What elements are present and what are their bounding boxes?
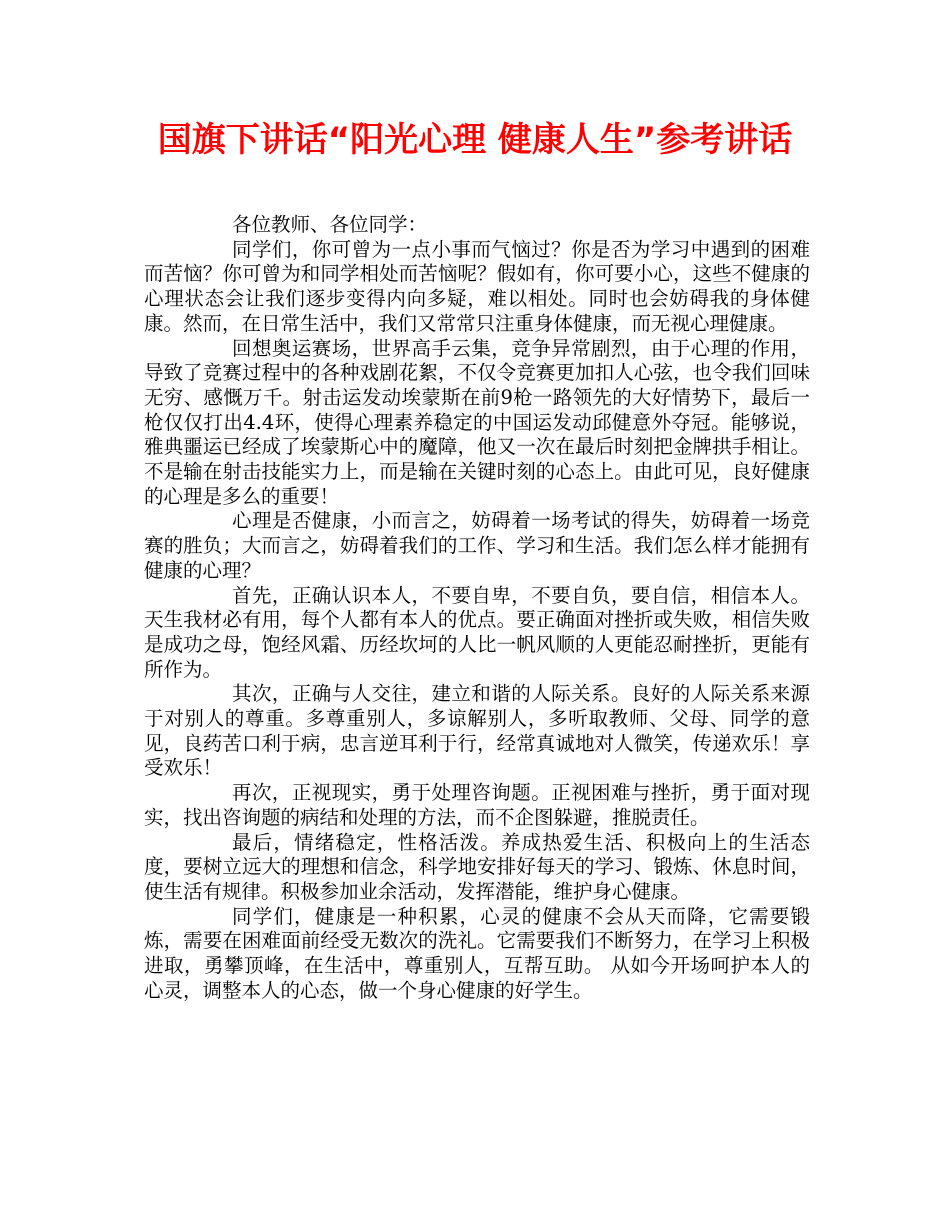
paragraph-2: 回想奥运赛场，世界高手云集，竞争异常剧烈，由于心理的作用，导致了竞赛过程中的各种戏剧花絮，不仅令竞赛更加扣人心弦，也令我们回味无穷、感慨万千。射击运发动埃蒙斯在前9枪一路领先的大好情势下，最后一枪仅仅打出4.4环，使得心理素养稳定的中国运发动邱健意外夺冠。能够说，雅典噩运已经成了埃蒙斯心中的魔障，他又一次在最后时刻把金牌拱手相让。不是输在射击技能实力上，而是输在关键时刻的心态上。由此可见，良好健康的心理是多么的重要！ [144, 336, 810, 508]
paragraph-8: 同学们，健康是一种积累，心灵的健康不会从天而降，它需要锻炼，需要在困难面前经受无数次的洗礼。它需要我们不断努力，在学习上积极进取，勇攀顶峰，在生活中，尊重别人，互帮互助。 从如今开场呵护本人的心灵，调整本人的心态，做一个身心健康的好学生。 [144, 904, 810, 1002]
paragraph-5: 其次，正确与人交往，建立和谐的人际关系。良好的人际关系来源于对别人的尊重。多尊重别人，多谅解别人，多听取教师、父母、同学的意见，良药苦口利于病，忠言逆耳利于行，经常真诚地对人微笑，传递欢乐！享受欢乐！ [144, 682, 810, 780]
paragraph-4: 首先，正确认识本人，不要自卑，不要自负，要自信，相信本人。天生我材必有用，每个人都有本人的优点。要正确面对挫折或失败，相信失败是成功之母，饱经风霜、历经坎坷的人比一帆风顺的人更能忍耐挫折，更能有所作为。 [144, 583, 810, 681]
document-body [144, 213, 810, 1004]
document-title: 国旗下讲话“阳光心理 健康人生”参考讲话 [157, 120, 793, 160]
salutation: 各位教师、各位同学： [232, 213, 428, 236]
paragraph-3: 心理是否健康，小而言之，妨碍着一场考试的得失，妨碍着一场竞赛的胜负；大而言之，妨碍着我们的工作、学习和生活。我们怎么样才能拥有健康的心理？ [144, 509, 810, 582]
paragraph-7: 最后，情绪稳定，性格活泼。养成热爱生活、积极向上的生活态度，要树立远大的理想和信念，科学地安排好每天的学习、锻炼、休息时间，使生活有规律。积极参加业余活动，发挥潜能，维护身心健康。 [144, 830, 810, 903]
paragraph-6: 再次，正视现实，勇于处理咨询题。正视困难与挫折，勇于面对现实，找出咨询题的病结和处理的方法，而不企图躲避，推脱责任。 [144, 781, 810, 829]
paragraph-1: 同学们，你可曾为一点小事而气恼过？你是否为学习中遇到的困难而苦恼？你可曾为和同学相处而苦恼呢？假如有，你可要小心，这些不健康的心理状态会让我们逐步变得内向多疑，难以相处。同时也会妨碍我的身体健康。然而，在日常生活中，我们又常常只注重身体健康，而无视心理健康。 [144, 237, 810, 335]
